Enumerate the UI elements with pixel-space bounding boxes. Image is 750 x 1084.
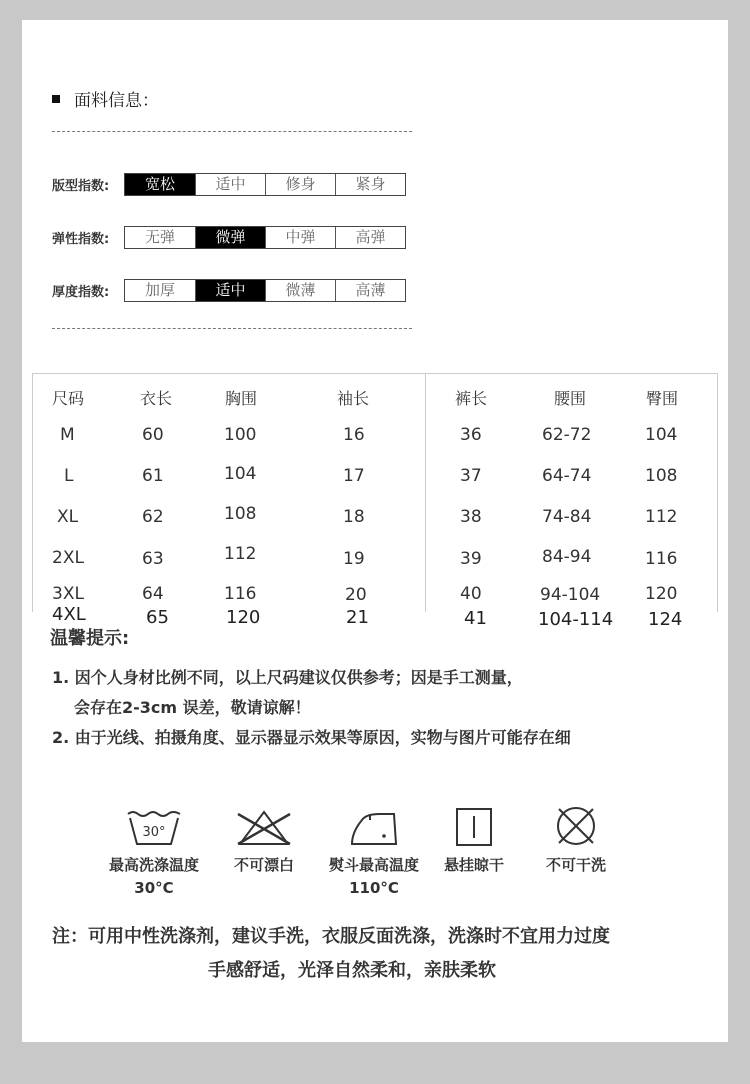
care-no-dry-clean <box>516 802 636 875</box>
iron-icon <box>346 808 402 848</box>
fit-option-loose: 宽松 <box>125 174 195 195</box>
divider-top <box>52 131 412 132</box>
fabric-info-title: 面料信息： <box>74 91 159 111</box>
table-row-2xl-length: 63 <box>142 549 164 569</box>
table-row-3xl-size: 3XL <box>52 584 84 604</box>
care-iron-temp: 110°C <box>349 879 399 897</box>
fit-index-label: 版型指数: <box>52 179 110 194</box>
table-row-3xl-waist: 94-104 <box>540 585 601 605</box>
thickness-option-medium: 适中 <box>195 280 265 301</box>
table-row-m-waist: 62-72 <box>542 425 592 445</box>
hang-dry-icon <box>454 806 494 848</box>
table-row-xl-pants: 38 <box>460 507 482 527</box>
bullet-square-icon <box>52 95 60 103</box>
table-row-4xl-chest: 120 <box>226 607 261 628</box>
thickness-option-thick: 加厚 <box>144 281 175 299</box>
table-row-xl-chest: 108 <box>224 504 257 524</box>
stretch-option-none: 无弹 <box>144 228 175 246</box>
stretch-index-scale <box>124 226 406 249</box>
header-sleeve: 袖长 <box>337 389 370 408</box>
fabric-info-heading <box>52 86 159 111</box>
fit-option-tight: 紧身 <box>335 174 405 195</box>
table-row-4xl-hip: 124 <box>648 609 683 630</box>
note-line-2: 手感舒适，光泽自然柔和，亲肤柔软 <box>208 960 496 981</box>
table-row-xl-size: XL <box>57 507 79 527</box>
table-row-4xl-size: 4XL <box>52 604 86 625</box>
table-row-4xl-waist: 104-114 <box>538 609 614 630</box>
header-hip: 臀围 <box>646 389 679 408</box>
table-row-2xl-size: 2XL <box>52 548 84 568</box>
care-wash-temp: 30°C <box>134 879 174 897</box>
table-row-l-length: 61 <box>142 466 164 486</box>
table-row-4xl-pants: 41 <box>464 608 487 629</box>
tip-line-1: 1. 因个人身材比例不同，以上尺码建议仅供参考；因是手工测量， <box>52 668 523 687</box>
no-dry-clean-icon <box>553 804 599 848</box>
thickness-index-scale <box>124 279 406 302</box>
care-wash-label: 最高洗涤温度 <box>108 856 199 874</box>
fit-index-row <box>52 173 406 196</box>
tip-line-2: 2. 由于光线、拍摄角度、显示器显示效果等原因，实物与图片可能存在细 <box>52 728 571 747</box>
stretch-option-medium: 中弹 <box>265 227 335 248</box>
product-info-card <box>22 20 728 1042</box>
table-row-m-sleeve: 16 <box>343 425 365 445</box>
thickness-option-very-thin: 高薄 <box>335 280 405 301</box>
header-length: 衣长 <box>140 389 173 408</box>
table-row-2xl-hip: 116 <box>645 549 678 569</box>
care-wash-30 <box>94 802 214 897</box>
size-table <box>32 373 718 614</box>
stretch-index-row <box>52 226 406 249</box>
tips-title: 温馨提示: <box>50 628 130 649</box>
fit-option-regular: 适中 <box>195 174 265 195</box>
tip-line-1b: 会存在2-3cm 误差，敬请谅解！ <box>74 698 311 717</box>
table-row-m-hip: 104 <box>645 425 678 445</box>
table-row-2xl-chest: 112 <box>224 544 257 564</box>
table-row-3xl-chest: 116 <box>224 584 257 604</box>
table-border-left <box>32 374 33 612</box>
table-row-2xl-pants: 39 <box>460 549 482 569</box>
care-no-bleach-label: 不可漂白 <box>233 856 294 874</box>
divider-bottom <box>52 328 412 329</box>
table-row-l-chest: 104 <box>224 464 257 484</box>
table-row-l-pants: 37 <box>460 466 482 486</box>
care-iron-label: 熨斗最高温度 <box>328 856 419 874</box>
table-row-4xl-length: 65 <box>146 607 169 628</box>
table-divider <box>425 374 426 612</box>
table-row-m-size: M <box>60 425 75 445</box>
care-no-dry-clean-label: 不可干洗 <box>545 856 606 874</box>
header-pants-length: 裤长 <box>455 389 488 408</box>
no-bleach-icon <box>234 808 294 848</box>
table-row-m-length: 60 <box>142 425 164 445</box>
stretch-option-high: 高弹 <box>335 227 405 248</box>
table-row-l-sleeve: 17 <box>343 466 365 486</box>
stretch-index-label: 弹性指数: <box>52 232 110 247</box>
table-row-m-pants: 36 <box>460 425 482 445</box>
thickness-option-thin: 微薄 <box>265 280 335 301</box>
header-chest: 胸围 <box>225 389 258 408</box>
table-row-xl-length: 62 <box>142 507 164 527</box>
table-row-2xl-waist: 84-94 <box>542 547 592 567</box>
table-row-3xl-hip: 120 <box>645 584 678 604</box>
header-size: 尺码 <box>52 389 85 408</box>
table-row-3xl-sleeve: 20 <box>345 585 367 605</box>
svg-text:30°: 30° <box>142 825 166 840</box>
table-row-xl-waist: 74-84 <box>542 507 592 527</box>
table-row-3xl-pants: 40 <box>460 584 482 604</box>
table-row-4xl-sleeve: 21 <box>346 607 369 628</box>
table-row-2xl-sleeve: 19 <box>343 549 365 569</box>
stretch-option-slight: 微弹 <box>195 227 265 248</box>
thickness-index-row <box>52 279 406 302</box>
table-row-xl-hip: 112 <box>645 507 678 527</box>
header-waist: 腰围 <box>554 389 587 408</box>
thickness-index-label: 厚度指数: <box>52 285 110 300</box>
wash-30-icon <box>125 808 183 848</box>
table-row-l-hip: 108 <box>645 466 678 486</box>
table-row-m-chest: 100 <box>224 425 257 445</box>
table-row-3xl-length: 64 <box>142 584 164 604</box>
note-line-1: 注：可用中性洗涤剂，建议手洗，衣服反面洗涤，洗涤时不宜用力过度 <box>52 926 610 947</box>
table-border-right <box>717 374 718 612</box>
fit-index-scale <box>124 173 406 196</box>
care-no-bleach <box>204 802 324 875</box>
table-row-l-waist: 64-74 <box>542 466 592 486</box>
care-hang-dry-label: 悬挂晾干 <box>443 856 504 874</box>
fit-option-slim: 修身 <box>265 174 335 195</box>
table-row-xl-sleeve: 18 <box>343 507 365 527</box>
table-row-l-size: L <box>64 466 74 486</box>
